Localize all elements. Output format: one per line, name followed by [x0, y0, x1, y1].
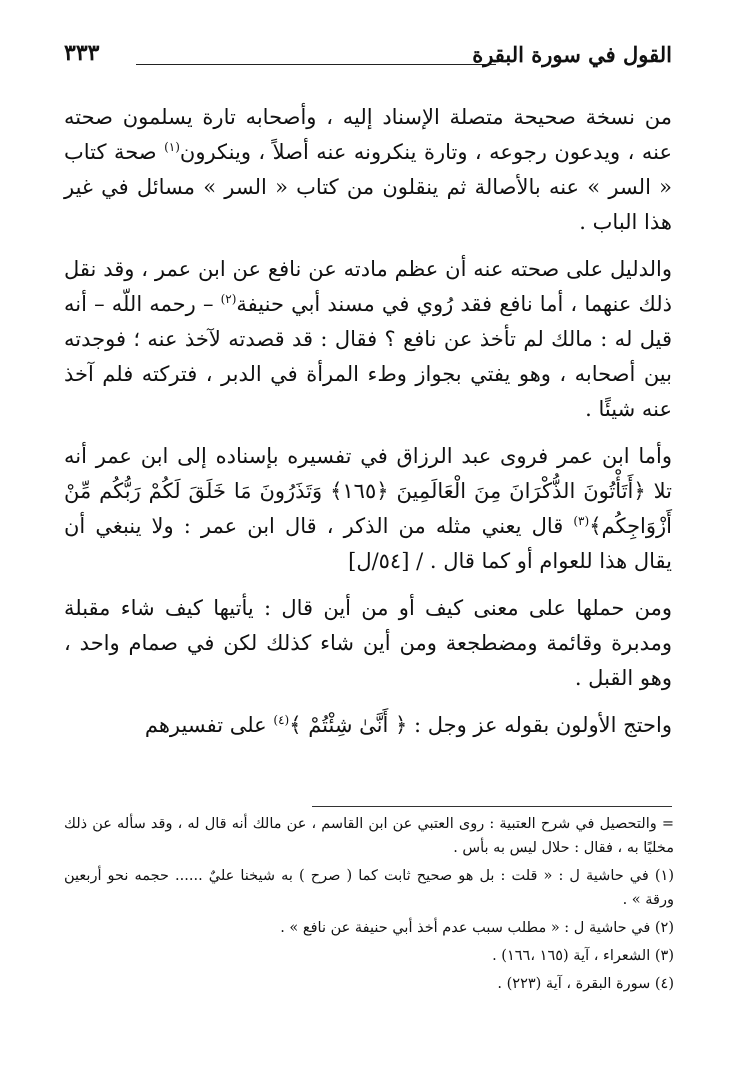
footnote-separator	[312, 806, 672, 807]
paragraph-5	[64, 708, 672, 743]
paragraph-text: ومن حملها على معنى كيف أو من أين قال : يأتيها كيف شاء مقبلة ومدبرة وقائمة ومضطجعة ومن أين شاء كذلك لكن في صمام واحد ، وهو القبل .	[64, 596, 672, 690]
paragraph-text-continued: قال يعني مثله من الذكر ، قال ابن عمر : ولا ينبغي أن يقال هذا للعوام أو كما قال . / [٥٤/ل]	[64, 514, 672, 573]
footnote-ref: (٢)	[220, 292, 237, 306]
footnotes	[64, 812, 674, 1000]
footnote-3: (٣) الشعراء ، آية (١٦٥ ،١٦٦) .	[492, 948, 674, 964]
footnote-ref: (٤)	[273, 713, 290, 727]
footnote-ref: (١)	[164, 140, 180, 154]
page-number: ٣٣٣	[64, 40, 100, 66]
paragraph-text: واحتج الأولون بقوله عز وجل : ﴿ أَنَّىٰ شِئْتُمْ ﴾	[289, 713, 672, 737]
header-rule	[136, 64, 496, 65]
paragraph-2	[64, 252, 672, 427]
paragraph-text: والدليل على صحته عنه أن عظم مادته عن نافع عن ابن عمر ، وقد نقل ذلك عنهما ، أما نافع فقد رُوي في مسند أبي حنيفة	[64, 257, 673, 316]
paragraph-text-continued: – رحمه اللّه – أنه قيل له : مالك لم تأخذ عن نافع ؟ فقال : قد قصدته لآخذ عنه ؛ فوجدته بين أصحابه ، وهو يفتي بجواز وطء المرأة في الدبر ، فتركته فلم آخذ عنه شيئًا .	[64, 292, 672, 421]
footnote-ref: (٣)	[573, 514, 590, 528]
footnote-continued: = والتحصيل في شرح العتبية : روى العتبي عن ابن القاسم ، عن مالك أنه قال له ، وقد سأله عن ذلك مخليًا به ، فقال : حلال ليس به بأس .	[64, 816, 674, 856]
paragraph-4	[64, 591, 672, 696]
main-text	[64, 100, 672, 755]
running-header	[64, 34, 672, 74]
footnote-4: (٤) سورة البقرة ، آية (٢٢٣) .	[497, 976, 674, 992]
paragraph-3	[64, 439, 672, 579]
footnote-1: (١) في حاشية ل : « قلت : بل هو صحيح ثابت كما ( صرح ) به شيخنا عليٌ ...... حجمه نحو أربعين ورقة » .	[64, 868, 674, 908]
paragraph-text: وأما ابن عمر فروى عبد الرزاق في تفسيره بإسناده إلى ابن عمر أنه تلا ﴿أَتَأْتُونَ الذُّكْرَانَ مِنَ الْعَالَمِينَ ﴿١٦٥﴾ وَتَذَرُونَ مَا خَلَقَ لَكُمْ رَبُّكُم مِّنْ أَزْوَاجِكُم﴾	[64, 444, 672, 538]
header-title: القول في سورة البقرة	[472, 42, 672, 67]
footnote-2: (٢) في حاشية ل : « مطلب سبب عدم أخذ أبي حنيفة عن نافع » .	[280, 920, 674, 936]
paragraph-text: من نسخة صحيحة متصلة الإسناد إليه ، وأصحابه تارة يسلمون صحته عنه ، ويدعون رجوعه ، وتارة ينكرونه عنه أصلاً ، وينكرون	[64, 105, 673, 164]
paragraph-1	[64, 100, 672, 240]
paragraph-text-continued: صحة كتاب « السر » عنه بالأصالة ثم ينقلون من كتاب « السر » مسائل في غير هذا الباب .	[64, 140, 672, 234]
paragraph-text-continued: على تفسيرهم	[144, 713, 274, 737]
